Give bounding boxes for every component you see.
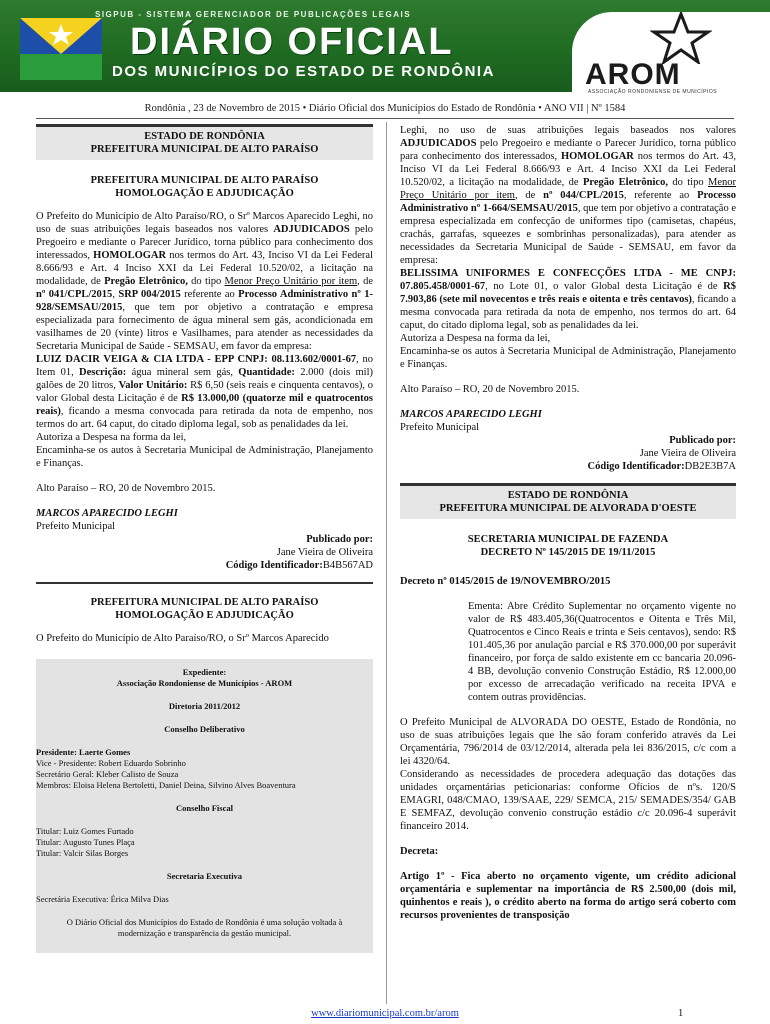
footer bbox=[0, 1008, 770, 1019]
code-label: Código Identificador: bbox=[587, 461, 685, 472]
text: , que tem por objetivo a contratação e empresa especializada em confecção de uniformes tipo (camisetas, chapéus, crachás, garrafas, squeezes e sombrinhas personalizadas), para atender as necessidades da Secretaria Municipal de Saúde - SEMSAU, em favor da empresa: bbox=[400, 203, 736, 266]
expediente-closing: O Diário Oficial dos Municípios do Estado de Rondônia é uma solução voltada à modernização e transparência da gestão municipal. bbox=[66, 917, 343, 938]
banner-system-name: SIGPUB - SISTEMA GERENCIADOR DE PUBLICAÇÕES LEGAIS bbox=[95, 10, 412, 19]
left-column bbox=[36, 124, 373, 953]
place-date: Alto Paraíso – RO, 20 de Novembro 2015. bbox=[36, 483, 216, 494]
page-number: 1 bbox=[678, 1008, 684, 1019]
state-title: ESTADO DE RONDÔNIA bbox=[144, 131, 265, 142]
header-banner bbox=[0, 0, 770, 98]
text-bold: ADJUDICADOS bbox=[400, 138, 477, 149]
homologation-paragraph bbox=[400, 124, 736, 267]
text-bold: R$ 7.903,86 (sete mil novecentos e três reais e oitenta e três centavos) bbox=[400, 281, 736, 305]
state-title: ESTADO DE RONDÔNIA bbox=[507, 490, 629, 501]
text: nos termos do Art. 43, Inciso VI da Lei Federal 8.666/93 e Art. 4 Inciso XXI da Lei Federal 10.520/02, a licitação na modalidade, de bbox=[36, 250, 373, 287]
text: referente ao bbox=[180, 289, 239, 300]
subsection-line: PREFEITURA MUNICIPAL DE ALTO PARAÍSO bbox=[90, 597, 319, 608]
ementa-paragraph: Ementa: Abre Crédito Suplementar no orçamento vigente no valor de R$ 483.405,36(Quatrocentos e Oitenta e Três Mil, Quatrocentos e Cinco Reais e trinta e Seis centavos), sendo: R$ 101.405,36 por anulação parcial e R$ 370.000,00 por superávit financeiro, por força de saldo existente em cc bancaria 20.096-4 BB, devolução convenio Construção Estádio, R$ 12.000,00 por excesso de arrecadação verificado na receita IPVA e contem outras providências. bbox=[468, 601, 736, 703]
right-column bbox=[400, 124, 736, 922]
authorization-line: Autoriza a Despesa na forma da lei, bbox=[400, 333, 551, 344]
signer-role: Prefeito Municipal bbox=[36, 521, 116, 532]
text-underline: Menor Preço Unitário por item bbox=[224, 276, 358, 287]
issue-dateline: Rondônia , 23 de Novembro de 2015 • Diário Oficial dos Municípios do Estado de Rondônia • ANO VII | Nº 1584 bbox=[144, 103, 626, 114]
text-bold: BELISSIMA UNIFORMES E CONFECÇÕES LTDA - ME CNPJ: 07.805.458/0001-67 bbox=[400, 268, 736, 292]
rondonia-flag-icon bbox=[20, 18, 102, 80]
homologation-paragraph bbox=[36, 210, 373, 353]
text-bold: R$ 13.000,00 (quatorze mil e quatrocentos reais) bbox=[36, 393, 373, 417]
forwarding-line: Encaminha-se os autos à Secretaria Municipal de Administração, Planejamento e Finanças. bbox=[400, 346, 736, 370]
text-bold: Processo Administrativo nº 1-928/SEMSAU/2015 bbox=[36, 289, 373, 313]
subsection-line: HOMOLOGAÇÃO E ADJUDICAÇÃO bbox=[115, 188, 294, 199]
decreta-label: Decreta: bbox=[400, 846, 439, 857]
text: , de bbox=[357, 276, 373, 287]
text: O Prefeito do Município de Alto Paraíso/RO, o Srº Marcos Aparecido Leghi, no uso de suas atribuições legais baseados nos valores bbox=[36, 211, 373, 235]
signer-name: MARCOS APARECIDO LEGHI bbox=[400, 409, 542, 420]
code-value: DB2E3B7A bbox=[684, 461, 736, 472]
text-bold: Pregão Eletrônico, bbox=[582, 177, 668, 188]
expediente-org: Associação Rondoniense de Municípios - AROM bbox=[116, 678, 293, 688]
text: 2.000 (dois mil) galões de 20 litros, bbox=[36, 367, 373, 391]
text: do tipo bbox=[187, 276, 225, 287]
section-heading bbox=[36, 124, 373, 160]
text: pelo Pregoeiro e mediante o Parecer Jurídico, torna público para conhecimento dos interessados, bbox=[36, 224, 373, 261]
text: pelo Pregoeiro e mediante o Parecer Jurídico, torna público para conhecimento dos interessados, bbox=[400, 138, 736, 162]
expediente-titular: Titular: Augusto Tunes Plaça bbox=[36, 837, 135, 847]
text: , referente ao bbox=[623, 190, 698, 201]
expediente-secretary: Secretário Geral: Kleber Calisto de Souza bbox=[36, 769, 179, 779]
signer-role: Prefeito Municipal bbox=[400, 422, 480, 433]
text-bold: HOMOLOGAR bbox=[560, 151, 634, 162]
text: , bbox=[112, 289, 119, 300]
text: R$ 6,50 (seis reais e cinquenta centavos), o valor Global desta Licitação é de bbox=[36, 380, 374, 404]
text: , de bbox=[514, 190, 544, 201]
signer-name: MARCOS APARECIDO LEGHI bbox=[36, 508, 178, 519]
municipality-title: PREFEITURA MUNICIPAL DE ALTO PARAÍSO bbox=[90, 144, 319, 155]
text-bold: ADJUDICADOS bbox=[273, 224, 350, 235]
subsection-line: HOMOLOGAÇÃO E ADJUDICAÇÃO bbox=[115, 610, 294, 621]
expediente-title: Expediente: bbox=[182, 667, 227, 677]
decree-paragraph: Considerando as necessidades de procedera adequação das dotações das unidades orçamentárias peticionarias: conforme Ofícios de nºs. 120/S EMAGRI, 048/CMAO, 139/SAAE, 229/ SEMCA, 215/ SEMADES/354/ GAB E SEMFAZ, devolução convenio construção estádio c/c 20.096-4 superávit financeiro 2014. bbox=[400, 769, 736, 832]
text-bold: Pregão Eletrônico, bbox=[104, 276, 188, 287]
column-divider bbox=[386, 122, 387, 1004]
code-value: B4B567AD bbox=[322, 560, 373, 571]
publisher-name: Jane Vieira de Oliveira bbox=[276, 547, 373, 558]
subsection-heading bbox=[36, 596, 373, 622]
article-1: Artigo 1º - Fica aberto no orçamento vigente, um crédito adicional orçamentária e suplementar na importância de R$ 2.500,00 (dois mil, quinhentos e reais ), o crédito aberto na forma do artigo será coberto com recursos provenientes de transposição bbox=[400, 871, 736, 921]
text-bold: SRP 004/2015 bbox=[118, 289, 181, 300]
text-bold: HOMOLOGAR bbox=[93, 250, 167, 261]
text-bold: nº 041/CPL/2015 bbox=[36, 289, 113, 300]
authorization-line: Autoriza a Despesa na forma da lei, bbox=[36, 432, 187, 443]
identifier-code bbox=[400, 460, 736, 473]
text: , no Item 01, bbox=[36, 354, 374, 378]
municipality-title: PREFEITURA MUNICIPAL DE ALVORADA D'OESTE bbox=[439, 503, 697, 514]
section-rule bbox=[36, 582, 373, 584]
subsection-line: PREFEITURA MUNICIPAL DE ALTO PARAÍSO bbox=[90, 175, 319, 186]
expediente-president: Presidente: Laerte Gomes bbox=[36, 747, 131, 757]
expediente-council: Conselho Deliberativo bbox=[164, 724, 245, 734]
text-underline: Menor Preço Unitário por item bbox=[400, 177, 736, 201]
text-bold: Processo Administrativo nº 1-664/SEMSAU/2015 bbox=[400, 190, 736, 214]
expediente-titular: Titular: Valcir Silas Borges bbox=[36, 848, 129, 858]
code-label: Código Identificador: bbox=[225, 560, 323, 571]
expediente-box bbox=[36, 659, 373, 953]
text: Leghi, no uso de suas atribuições legais baseados nos valores bbox=[400, 125, 736, 136]
text-bold: LUIZ DACIR VEIGA & CIA LTDA - EPP CNPJ: 08.113.602/0001-67 bbox=[36, 354, 357, 365]
text-bold: nº 044/CPL/2015 bbox=[543, 190, 624, 201]
text: , ficando a mesma convocada para retirada da nota de empenho, nos termos do art. 64 caput, do citado diploma legal, sob as penalidades da lei. bbox=[400, 294, 736, 331]
subsection-heading bbox=[400, 533, 736, 559]
header-divider bbox=[36, 118, 734, 119]
subsection-line: DECRETO Nº 145/2015 DE 19/11/2015 bbox=[480, 547, 656, 558]
expediente-exec: Secretaria Executiva bbox=[166, 871, 243, 881]
homologation-paragraph: O Prefeito do Município de Alto Paraíso/RO, o Srº Marcos Aparecido bbox=[36, 633, 329, 644]
expediente-vice: Vice - Presidente: Robert Eduardo Sobrinho bbox=[36, 758, 186, 768]
subsection-line: SECRETARIA MUNICIPAL DE FAZENDA bbox=[467, 534, 669, 545]
text: nos termos do Art. 43, Inciso VI da Lei Federal 8.666/93 e Art. 4 Inciso XXI da Lei Federal 10.520/02, a licitação na modalidade, de bbox=[400, 151, 736, 188]
text-bold: Valor Unitário: bbox=[118, 380, 188, 391]
text: do tipo bbox=[667, 177, 708, 188]
expediente-members: Membros: Eloisa Helena Bertoletti, Daniel Deina, Silvino Alves Boaventura bbox=[36, 780, 296, 790]
published-by-label: Publicado por: bbox=[306, 534, 373, 545]
text: , que tem por objetivo a contratação e empresa especializada para fornecimento de água mineral sem gás, acondicionada em vasilhames de 20 (vinte) litros e Vasilhames, para atender as necessidades da Secretaria Municipal de Saúde - SEMSAU, em favor da empresa: bbox=[36, 302, 373, 352]
arom-tagline: ASSOCIAÇÃO RONDONIENSE DE MUNICÍPIOS bbox=[588, 89, 718, 95]
text: , no Lote 01, o valor Global desta Licitação é de bbox=[485, 281, 724, 292]
section-heading bbox=[400, 483, 736, 519]
site-link[interactable]: www.diariomunicipal.com.br/arom bbox=[311, 1008, 459, 1019]
identifier-code bbox=[36, 559, 373, 572]
published-by-label: Publicado por: bbox=[669, 435, 736, 446]
decree-paragraph: O Prefeito Municipal de ALVORADA DO OESTE, Estado de Rondônia, no uso de suas atribuições legais que lhe são foram conferido através da Lei Orçamentária, 796/2014 de 03/12/2014, alterada pela lei 836/2015, c/c com a lei 4320/64. bbox=[400, 717, 736, 767]
star-icon bbox=[650, 12, 712, 64]
expediente-fiscal: Conselho Fiscal bbox=[176, 803, 233, 813]
text-bold: Quantidade: bbox=[238, 367, 295, 378]
expediente-exec-secretary: Secretária Executiva: Érica Milva Dias bbox=[36, 894, 169, 904]
award-paragraph bbox=[400, 267, 736, 332]
arom-logo: AROM bbox=[585, 58, 681, 91]
place-date: Alto Paraíso – RO, 20 de Novembro 2015. bbox=[400, 384, 580, 395]
award-paragraph bbox=[36, 353, 373, 431]
banner-title: DIÁRIO OFICIAL bbox=[130, 21, 454, 63]
banner-subtitle: DOS MUNICÍPIOS DO ESTADO DE RONDÔNIA bbox=[112, 63, 495, 80]
text-bold: Descrição: bbox=[79, 367, 127, 378]
expediente-titular: Titular: Luiz Gomes Furtado bbox=[36, 826, 134, 836]
forwarding-line: Encaminha-se os autos à Secretaria Municipal de Administração, Planejamento e Finanças. bbox=[36, 445, 373, 469]
text: , ficando a mesma convocada para retirada da nota de empenho, nos termos do art. 64 caput, do citado diploma legal, sob as penalidades da lei. bbox=[36, 406, 373, 430]
publisher-name: Jane Vieira de Oliveira bbox=[639, 448, 736, 459]
text: água mineral sem gás, bbox=[126, 367, 239, 378]
decree-line: Decreto nº 0145/2015 de 19/NOVEMBRO/2015 bbox=[400, 576, 611, 587]
expediente-directory: Diretoria 2011/2012 bbox=[168, 701, 241, 711]
subsection-heading bbox=[36, 174, 373, 200]
